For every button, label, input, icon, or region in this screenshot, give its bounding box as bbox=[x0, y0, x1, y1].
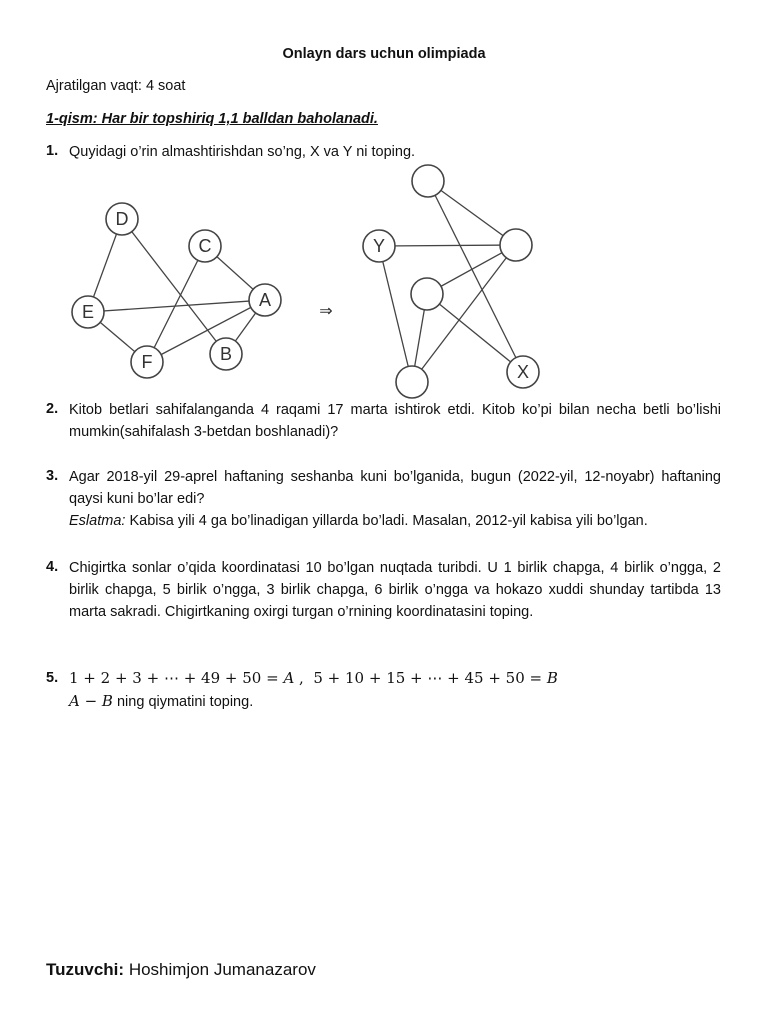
transform-arrow: ⇒ bbox=[319, 303, 333, 320]
node-label-b: B bbox=[219, 344, 233, 364]
problem-4-number: 4. bbox=[46, 559, 59, 575]
problem-3-body bbox=[69, 466, 721, 532]
graph-diagram bbox=[0, 160, 768, 400]
node-label-y: Y bbox=[372, 236, 386, 256]
formula-b: 5 + 10 + 15 + ⋯ + 45 + 50 = bbox=[313, 669, 547, 687]
problem-3-text: Agar 2018-yil 29-aprel haftaning seshanba kuni bo’lganida, bugun (2022-yil, 12-noyabr) haftaning qaysi kuni bo’lar edi? bbox=[69, 469, 721, 507]
node-label-f: F bbox=[141, 352, 153, 372]
node-label-x: X bbox=[516, 362, 530, 382]
problem-3-number: 3. bbox=[46, 468, 59, 484]
node-label-d: D bbox=[115, 209, 129, 229]
node-label-a: A bbox=[258, 290, 272, 310]
problem-5-question: ning qiymatini toping. bbox=[112, 694, 254, 710]
problem-4-text: Chigirtka sonlar o’qida koordinatasi 10 bo’lgan nuqtada turibdi. U 1 birlik chapga, 4 birlik o’ngga, 2 birlik chapga, 5 birlik o’ngga, 3 birlik chapga, 6 birlik o’ngga va hokazo xuddi shunday tartibda 13 marta sakradi. Chigirtkaning oxirgi turgan o’rnining koordinatasini toping. bbox=[69, 560, 721, 620]
problem-1-number: 1. bbox=[46, 143, 59, 159]
var-b: B bbox=[546, 669, 558, 687]
formula-a: 1 + 2 + 3 + ⋯ + 49 + 50 = bbox=[69, 669, 284, 687]
author-label: Tuzuvchi: bbox=[46, 960, 125, 979]
problem-5-body bbox=[69, 667, 721, 713]
problem-2-text: Kitob betlari sahifalanganda 4 raqami 17 marta ishtirok etdi. Kitob ko’pi bilan necha betli bo’lishi mumkin(sahifalash 3-betdan boshlanadi)? bbox=[69, 402, 721, 440]
section-heading: 1-qism: Har bir topshiriq 1,1 balldan baholanadi. bbox=[46, 111, 378, 127]
var-a: A bbox=[283, 669, 295, 687]
expression-a-minus-b: A − B bbox=[69, 692, 113, 710]
problem-5-number: 5. bbox=[46, 670, 59, 686]
page-title: Onlayn dars uchun olimpiada bbox=[282, 46, 486, 62]
formula-separator: , bbox=[294, 669, 314, 687]
problem-2-number: 2. bbox=[46, 401, 59, 417]
problem-3-note-text: Kabisa yili 4 ga bo’linadigan yillarda bo’ladi. Masalan, 2012-yil kabisa yili bo’lgan. bbox=[129, 513, 648, 529]
problem-3-note-label: Eslatma: bbox=[69, 513, 126, 529]
problem-1-text: Quyidagi o’rin almashtirishdan so’ng, X va Y ni toping. bbox=[69, 144, 416, 160]
author-name: Hoshimjon Jumanazarov bbox=[128, 960, 316, 979]
author-line bbox=[46, 960, 316, 980]
node-label-e: E bbox=[81, 302, 95, 322]
time-allotted: Ajratilgan vaqt: 4 soat bbox=[46, 78, 186, 94]
node-label-c: C bbox=[198, 236, 212, 256]
